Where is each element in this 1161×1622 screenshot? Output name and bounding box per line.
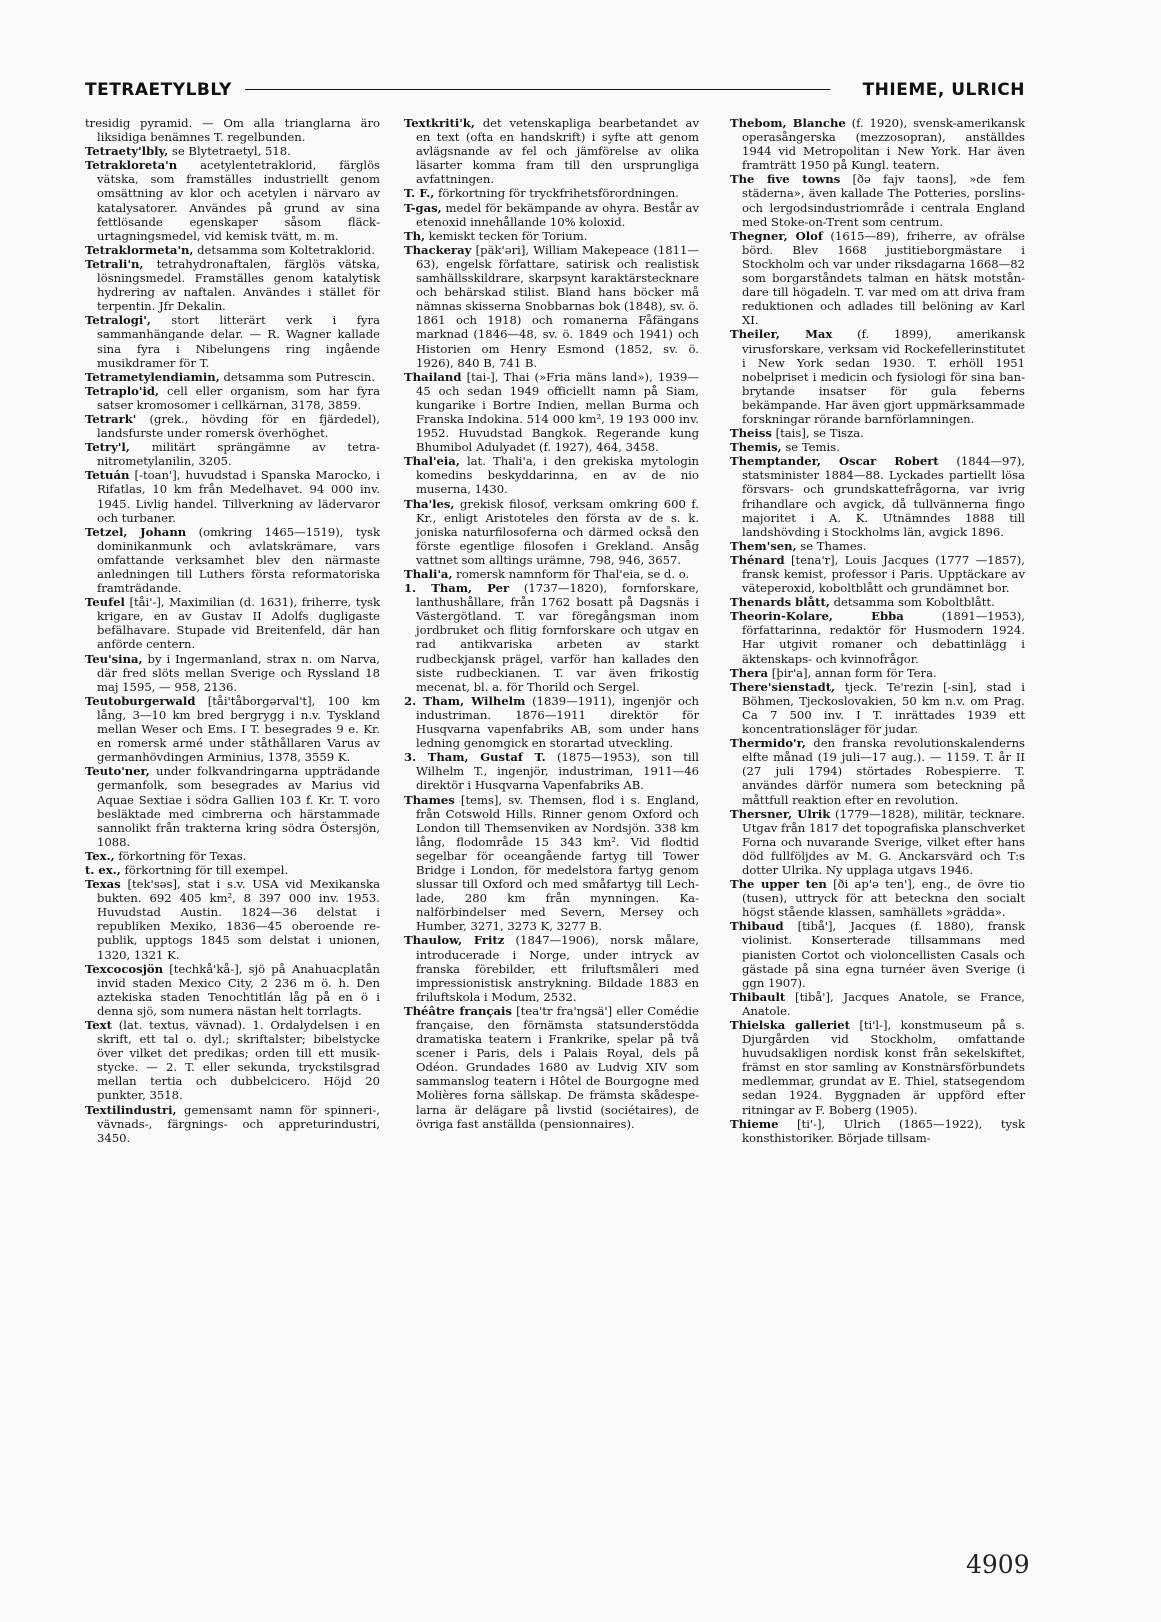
dictionary-entry xyxy=(85,863,380,877)
entry-text: (grek., hövding för en fjärdedel), landsfurste under romersk överhöghet. xyxy=(97,411,380,441)
entry-text: (1891—1953), författarinna, redaktör för Husmodern 1924. Har utgivit romaner och debattinlägg i äktenskaps- och kvinnofrågor. xyxy=(742,609,1025,666)
dictionary-entry xyxy=(85,764,380,849)
dictionary-entry xyxy=(85,440,380,468)
header-rule xyxy=(245,89,830,90)
entry-headword: 1. Tham, Per xyxy=(404,581,510,596)
dictionary-entry xyxy=(85,412,380,440)
entry-headword: Thibaud xyxy=(730,919,784,934)
entry-text: [ti'-], Ulrich (1865—1922), tysk konsthistoriker. Började tillsam- xyxy=(742,1116,1025,1145)
entry-text: gemensamt namn för spinneri-, vävnads-, färgnings- och appreturindustri, 3450. xyxy=(97,1102,380,1145)
entry-headword: Thibault xyxy=(730,989,786,1004)
entry-headword: Teu'sina, xyxy=(85,651,143,666)
entry-text: [tåi'tåborgərval't], 100 km lång, 3—10 km bred bergrygg i n.v. Tyskland mellan Weser och Ems. I T. besegrades 9 e. Kr. en romersk armé under ståthållaren Varus av germanhövdingen Arminius, 1378, 3559 K. xyxy=(97,693,380,765)
dictionary-entry xyxy=(85,877,380,962)
dictionary-entry xyxy=(404,186,699,200)
entry-headword: Tetrali'n, xyxy=(85,256,144,271)
entry-text: (1875—1953), son till Wilhelm T., ingenjör, industriman, 1911—46 direktör i Husqvarna Vapenfabriks AB. xyxy=(416,750,700,793)
header-first-entry: TETRAETYLBLY xyxy=(85,80,232,100)
entry-text: (1844—97), statsminister 1884—88. Lyckades partiellt lösa försvars- och grundskattefrågorna, var ivrig frihandlare och avgick, då tullvännerna fingo majoritet i A. K. Utnämndes 1888 till landshövding i Stockholms län, avgick 1896. xyxy=(742,454,1025,539)
entry-text: [-toan'], huvudstad i Spanska Marocko, i Rifatlas, 10 km från Medelhavet. 94 000 inv. 1945. Livlig handel. Tillverkning av lädervaror och turbaner. xyxy=(97,468,380,525)
entry-headword: Thames xyxy=(404,792,455,807)
dictionary-entry xyxy=(404,116,699,186)
dictionary-entry xyxy=(730,609,1025,665)
entry-headword: Thaulow, Fritz xyxy=(404,933,505,948)
entry-headword: Teufel xyxy=(85,595,125,610)
dictionary-entry xyxy=(730,736,1025,806)
entry-headword: Tetrakloreta'n xyxy=(85,158,178,173)
entry-headword: Teuto'ner, xyxy=(85,764,150,779)
entry-text: [tek'səs], stat i s.v. USA vid Mexikanska bukten. 692 405 km², 8 397 000 inv. 1953. Huvudstad Austin. 1824—36 delstat i republiken Mexiko, 1836—45 oberoende republik, upptogs 1845 som delstat i unionen, 1320, 1321 K. xyxy=(97,877,380,962)
entry-headword: Theiler, Max xyxy=(730,327,833,342)
entry-headword: There'sienstadt, xyxy=(730,679,836,694)
entry-headword: Tetraety'lbly, xyxy=(85,144,169,159)
entry-headword: Texas xyxy=(85,877,121,892)
entry-headword: Them'sen, xyxy=(730,538,797,553)
dictionary-entry xyxy=(730,116,1025,172)
dictionary-entry xyxy=(85,313,380,369)
entry-text: [päk'əri], William Makepeace (1811—63), engelsk författare, satirisk och realistisk samhällsskildrare, skarpsynt karaktärstecknare och behärskad stilist. Bland hans böcker må nämnas skisserna Snobbarnas bok (1848), sv. ö. 1861 och 1918) och romanerna Fåfängans marknad (1846—48, sv. ö. 1849 och 1941) och Historien om Henry Esmond (1852, sv. ö. 1926), 840 B, 741 B. xyxy=(416,242,699,370)
dictionary-entry xyxy=(404,229,699,243)
entry-text: kemiskt tecken för Torium. xyxy=(425,228,588,243)
entry-text: (1737—1820), fornforskare, lanthushållare, från 1762 bosatt på Dagsnäs i Västergötland. T. var föregångsman inom jordbruket och flitig fornforskare och utgav en rad antikvariska arbeten av starkt rudbeckjansk prägel, varför han kallades den siste rudbeckianen. T. var även frikostig mecenat, bl. a. för Thorild och Sergel. xyxy=(416,581,699,694)
entry-headword: Thenards blått, xyxy=(730,595,830,610)
entry-text: se Blytetraetyl, 518. xyxy=(168,144,291,159)
entry-headword: Thegner, Olof xyxy=(730,228,823,243)
entry-text: militärt sprängämne av tetranitrometylanilin, 3205. xyxy=(97,440,380,469)
entry-text: [tibå'], Jacques (f. 1880), fransk violinist. Konserterade tillsammans med pianisten Cortot och violoncellisten Casals och gästade på sina egna turnéer även Sverige (i ggn 1907). xyxy=(742,919,1025,990)
entry-headword: Th, xyxy=(404,228,426,243)
entry-text: den franska revolutionskalenderns elfte månad (19 juli—17 aug.). — 1159. T. år II (27 juli 1794) störtades Robespierre. T. användes därför numera som beteckning på måttfull reaktion efter en revolution. xyxy=(742,736,1025,807)
entry-text: stort litterärt verk i fyra sammanhängande delar. — R. Wagner kallade sina fyra i Nibelungens ring ingående musikdramer för T. xyxy=(97,313,380,370)
entry-headword: Thal'eia, xyxy=(404,454,460,469)
entry-headword: Tetry'l, xyxy=(85,440,130,455)
dictionary-entry xyxy=(730,440,1025,454)
entry-text: detsamma som Putrescin. xyxy=(219,369,376,384)
entry-text: [tibå'], Jacques Anatole, se France, Anatole. xyxy=(742,989,1025,1018)
entry-text: (f. 1899), amerikansk virusforskare, verksam vid Rockefellerinstitutet i New York sedan 1930. T. erhöll 1951 nobelpriset i medicin och fysiologi för sina banbrytande insatser för gula feberns bekämpande. Har även gjort uppmärksammade forskningar rörande barnförlamningen. xyxy=(742,327,1025,426)
entry-text: [tais], se Tisza. xyxy=(771,426,864,441)
dictionary-entry xyxy=(85,144,380,158)
dictionary-entry xyxy=(730,919,1025,989)
entry-headword: Tex., xyxy=(85,848,115,863)
text-column-3 xyxy=(730,116,1025,1145)
entry-headword: Textkriti'k, xyxy=(404,116,475,130)
dictionary-entry xyxy=(404,243,699,370)
entry-headword: Tetrark' xyxy=(85,411,137,426)
header-last-entry: THIEME, ULRICH xyxy=(862,80,1025,100)
dictionary-entry xyxy=(404,933,699,1003)
dictionary-entry xyxy=(404,1004,699,1131)
dictionary-entry xyxy=(85,116,380,144)
dictionary-entry xyxy=(85,1018,380,1103)
entry-text: [tems], sv. Themsen, flod i s. England, från Cotswold Hills. Rinner genom Oxford och London till Themsenviken av Nordsjön. 338 km lång, flodområde 15 343 km². Vid flodtid segelbar för oceangående fartyg till Tower Bridge i London, för medelstora fartyg genom slussar till Oxford och med småfartyg till Lechlade, 280 km från mynningen. Kanalförbindelser med Severn, Mersey och Humber, 3271, 3273 K, 3277 B. xyxy=(416,792,699,934)
entry-text: by i Ingermanland, strax n. om Narva, där fred slöts mellan Sverige och Ryssland 18 maj 1595, — 958, 2136. xyxy=(97,651,380,694)
entry-headword: Thera xyxy=(730,665,769,680)
entry-text: (1779—1828), militär, tecknare. Utgav från 1817 det topografiska planschverket Forna och nuvarande Sverige, vilket efter hans död fullföljdes av M. G. Anckarsvärd och T:s dotter Ulrika. Ny upplaga utgavs 1946. xyxy=(742,806,1025,877)
entry-headword: Texcocosjön xyxy=(85,961,164,976)
entry-text: under folkvandringarna uppträdande germanfolk, som besegrades av Marius vid Aquae Sextiae i södra Gallien 103 f. Kr. T. voro besläktade med cimbrerna och härstammade sannolikt från trakterna kring södra Östersjön, 1088. xyxy=(97,764,380,849)
dictionary-entry xyxy=(85,595,380,651)
dictionary-entry xyxy=(85,257,380,313)
entry-text: acetylentetraklorid, färglös vätska, som framställes industriellt genom omsättning av klor och acetylen i närvaro av katalysatorer. Användes på grund av sina fettlösande egenskaper såsom fläckurtagningsmedel, vid kemisk tvätt, m. m. xyxy=(97,158,380,243)
dictionary-entry xyxy=(730,172,1025,228)
dictionary-entry xyxy=(85,243,380,257)
dictionary-entry xyxy=(404,750,699,792)
dictionary-entry xyxy=(85,694,380,764)
dictionary-entry xyxy=(730,553,1025,595)
entry-headword: Thielska galleriet xyxy=(730,1018,851,1032)
entry-headword: Thénard xyxy=(730,552,785,567)
entry-text: detsamma som Koltetraklorid. xyxy=(193,242,375,257)
dictionary-entry xyxy=(85,962,380,1018)
entry-text: se Thames. xyxy=(796,538,867,553)
page-number: 4909 xyxy=(966,1550,1030,1579)
dictionary-entry xyxy=(404,454,699,496)
dictionary-entry xyxy=(730,229,1025,328)
dictionary-entry xyxy=(404,370,699,455)
entry-text: [ti'l-], konstmuseum på s. Djurgården vid Stockholm, omfattande huvudsakligen nordisk konst från sekelskiftet, främst en stor samling av Konstnärsförbundets medlemmar, grundat av E. Thiel, statsegendom sedan 1924. Byggnaden är uppförd efter ritningar av F. Boberg (1905). xyxy=(742,1018,1025,1117)
dictionary-entry xyxy=(85,652,380,694)
dictionary-entry xyxy=(730,595,1025,609)
entry-headword: Tetuán xyxy=(85,468,130,483)
entry-headword: t. ex., xyxy=(85,862,121,877)
entry-headword: Tetzel, Johann xyxy=(85,524,187,539)
dictionary-entry xyxy=(730,1117,1025,1145)
entry-text: (1615—89), friherre, av ofrälse börd. Blev 1668 justitieborgmästare i Stockholm och var under riksdagarna 1668—82 som borgarståndets talman en hätsk motståndare till högadeln. T. var med om att driva fram reduktionen och adlades till belöning av Karl XI. xyxy=(742,228,1026,328)
entry-text: (omkring 1465—1519), tysk dominikanmunk och avlatskrämare, vars omfattande verksamhet blev den närmaste anledningen till Luthers första reformatoriska framträdande. xyxy=(97,524,380,596)
dictionary-entry xyxy=(85,525,380,595)
entry-text: (lat. textus, vävnad). 1. Ordalydelsen i en skrift, ett tal o. dyl.; skriftalster; bibelstycke över vilket det predikas; orden till ett musikstycke. — 2. T. eller sekunda, tryckstilsgrad mellan tertia och dubbelcicero. Höjd 20 punkter, 3518. xyxy=(97,1018,380,1103)
entry-text: romersk namnform för Thal'eia, se d. o. xyxy=(452,567,690,581)
entry-headword: Thali'a, xyxy=(404,567,453,581)
entry-text: se Temis. xyxy=(781,440,840,455)
entry-text: tjeck. Te'rezin [-sin], stad i Böhmen, Tjeckoslovakien, 50 km n.v. om Prag. Ca 7 500 inv. I T. inrättades 1939 ett koncentrationsläger för judar. xyxy=(742,679,1025,737)
entry-text: (f. 1920), svensk-amerikansk operasångerska (mezzosopran), anställdes 1944 vid Metropolitan i New York. Har även framträtt 1950 på Kungl. teatern. xyxy=(742,116,1025,173)
entry-headword: Thebom, Blanche xyxy=(730,116,846,130)
entry-headword: Theorin-Kolare, Ebba xyxy=(730,609,904,624)
entry-headword: Tha'les, xyxy=(404,496,455,511)
entry-text: (1839—1911), ingenjör och industriman. 1876—1911 direktör för Husqvarna vapenfabriks AB, som under hans ledning genomgick en storartad utveckling. xyxy=(416,693,699,751)
dictionary-entry xyxy=(404,497,699,567)
dictionary-entry xyxy=(85,849,380,863)
dictionary-entry xyxy=(85,468,380,524)
entry-text: [tena'r], Louis Jacques (1777 —1857), fransk kemist, professor i Paris. Upptäckare av väteperoxid, koboltblått och grundämnet bor. xyxy=(742,552,1025,596)
entry-headword: Thersner, Ulrik xyxy=(730,806,831,821)
entry-headword: Thieme xyxy=(730,1116,779,1131)
entry-headword: Tetrametylendiamin, xyxy=(85,369,220,384)
dictionary-entry xyxy=(404,581,699,694)
dictionary-entry xyxy=(730,680,1025,736)
entry-headword: Teutoburgerwald xyxy=(85,693,196,708)
running-header xyxy=(85,80,1025,102)
entry-headword: Tetralogi', xyxy=(85,313,151,328)
dictionary-entry xyxy=(85,1103,380,1145)
entry-text: [tai-], Thai (»Fria mäns land»), 1939—45 och sedan 1949 officiellt namn på Siam, kungarike i Bortre Indien, mellan Burma och Franska Indokina. 514 000 km², 19 193 000 inv. 1952. Huvudstad Bangkok. Regerande kung Bhumibol Adulyadet (f. 1927), 464, 3458. xyxy=(416,369,699,455)
entry-headword: Thackeray xyxy=(404,242,472,257)
entry-text: grekisk filosof, verksam omkring 600 f. Kr., enligt Aristoteles den första av de s. k. joniska naturfilosoferna och därmed också den förste egentlige filosofen i Grekland. Ansåg vattnet som alltings urämne, 798, 946, 3657. xyxy=(416,496,699,567)
entry-text: tetrahydronaftalen, färglös vätska, lösningsmedel. Framställes genom katalytisk hydrering av naftalen. Användes i stället för terpentin. Jfr Dekalin. xyxy=(97,256,380,314)
entry-text: detsamma som Koboltblått. xyxy=(829,595,995,610)
dictionary-entry xyxy=(730,1018,1025,1117)
dictionary-entry xyxy=(730,877,1025,919)
entry-text: tresidig pyramid. — Om alla trianglarna äro liksidiga benämnes T. regelbunden. xyxy=(85,116,380,145)
dictionary-entry xyxy=(85,158,380,243)
entry-text: cell eller organism, som har fyra satser kromosomer i cellkärnan, 3178, 3859. xyxy=(97,383,380,412)
entry-headword: Themptander, Oscar Robert xyxy=(730,454,939,469)
entry-headword: 3. Tham, Gustaf T. xyxy=(404,750,546,765)
dictionary-entry xyxy=(404,793,699,934)
entry-text: [ðə fajv taons], »de fem städerna», även kallade The Potteries, porslins- och lergodsindustriområde i centrala England med Stoke-on-Trent som centrum. xyxy=(742,172,1025,229)
entry-text: [tåi'-], Maximilian (d. 1631), friherre, tysk krigare, en av Gustav II Adolfs dugligaste befälhavare. Stupade vid Breitenfeld, där han anförde centern. xyxy=(97,595,380,652)
entry-headword: Thailand xyxy=(404,369,462,384)
dictionary-entry xyxy=(85,384,380,412)
dictionary-entry xyxy=(404,694,699,750)
entry-headword: Théâtre français xyxy=(404,1003,512,1018)
entry-text: förkortning för tryckfrihetsförordningen. xyxy=(434,186,679,201)
dictionary-entry xyxy=(730,807,1025,877)
entry-text: förkortning för Texas. xyxy=(114,848,247,863)
dictionary-entry xyxy=(404,201,699,229)
entry-text: medel för bekämpande av ohyra. Består av etenoxid innehållande 10% koloxid. xyxy=(416,200,699,229)
entry-text: förkortning för till exempel. xyxy=(120,862,289,877)
entry-headword: Tetraklormeta'n, xyxy=(85,242,194,257)
entry-text: [ði ap'ə ten'], eng., de övre tio (tusen), uttryck för att beteckna den socialt högst stående klassen, samhällets »grädda». xyxy=(742,877,1025,920)
dictionary-entry xyxy=(404,567,699,581)
entry-text: [tea'tr fra'ngsä'] eller Comédie française, den förnämsta statsunderstödda dramatiska teatern i Frankrike, spelar på två scener i Paris, dels i Palais Royal, dels på Odéon. Grundades 1680 av Ludvig XIV som sammanslog teatern i Hôtel de Bourgogne med Molières forna sällskap. De främsta skådespelarna är delägare på livstid (sociétaires), de övriga fast anställda (pensionnaires). xyxy=(416,1003,699,1131)
entry-headword: The upper ten xyxy=(730,877,827,892)
entry-headword: Thermido'r, xyxy=(730,736,806,751)
entry-headword: 2. Tham, Wilhelm xyxy=(404,693,526,708)
entry-text: lat. Thali'a, i den grekiska mytologin komedins beskyddarinna, en av de nio muserna, 1430. xyxy=(416,454,699,497)
entry-headword: Text xyxy=(85,1018,112,1032)
entry-text: (1847—1906), norsk målare, introducerade i Norge, under intryck av franska förebilder, ett friluftsmåleri med impressionistisk anstrykning. Bildade 1883 en friluftskola i Modum, 2532. xyxy=(416,933,699,1004)
dictionary-entry xyxy=(730,454,1025,539)
entry-text: [techkå'kå-], sjö på Anahuacplatån invid staden Mexico City, 2 236 m ö. h. Den aztekiska staden Tenochtitlán låg på en ö i denna sjö, som numera nästan helt torrlagts. xyxy=(97,961,380,1018)
dictionary-entry xyxy=(730,426,1025,440)
entry-text: [þir'a], annan form för Tera. xyxy=(768,665,937,680)
dictionary-entry xyxy=(730,539,1025,553)
text-column-1 xyxy=(85,116,380,1145)
entry-headword: T. F., xyxy=(404,186,435,201)
entry-headword: T-gas, xyxy=(404,200,442,215)
dictionary-entry xyxy=(85,370,380,384)
entry-text: det vetenskapliga bearbetandet av en text (ofta en handskrift) i syfte att genom avlägsnande av fel och jämförelse av olika läsarter komma fram till den ursprungliga avfattningen. xyxy=(416,116,699,187)
entry-headword: The five towns xyxy=(730,172,841,187)
text-column-2 xyxy=(404,116,699,1131)
dictionary-entry xyxy=(730,666,1025,680)
entry-headword: Textilindustri, xyxy=(85,1102,177,1117)
entry-headword: Themis, xyxy=(730,440,782,455)
dictionary-entry xyxy=(730,327,1025,426)
entry-headword: Tetraplo'id, xyxy=(85,383,159,398)
entry-headword: Theiss xyxy=(730,426,772,441)
dictionary-entry xyxy=(730,990,1025,1018)
